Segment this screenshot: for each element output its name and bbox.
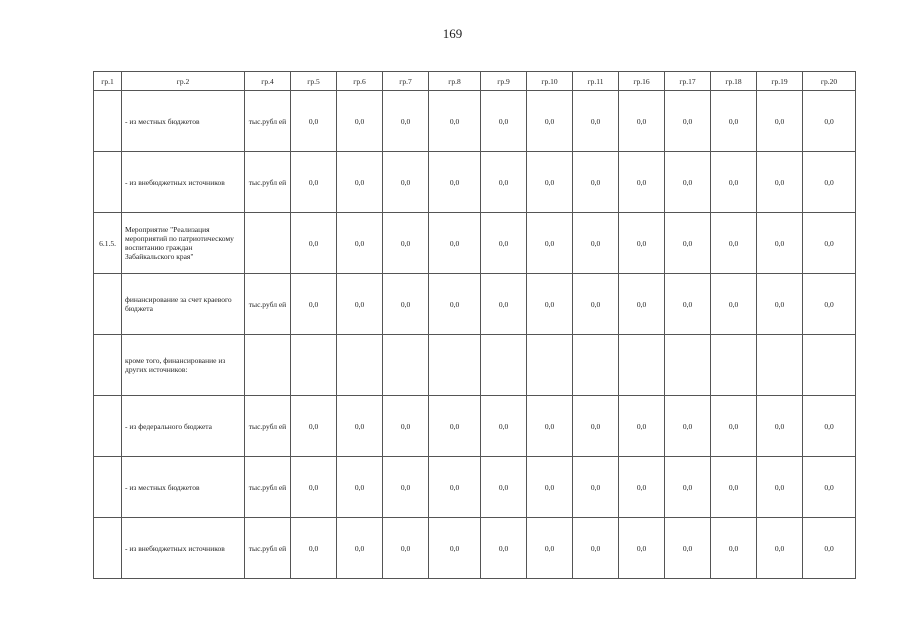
value-cell: 0,0 [619, 396, 665, 457]
value-cell: 0,0 [619, 518, 665, 579]
value-cell [665, 335, 711, 396]
column-header: гр.17 [665, 72, 711, 91]
table-body [94, 91, 856, 579]
row-name: Мероприятие "Реализация мероприятий по патриотическому воспитанию граждан Забайкальского края" [122, 213, 245, 274]
value-cell: 0,0 [527, 91, 573, 152]
column-header: гр.5 [291, 72, 337, 91]
budget-table [93, 71, 856, 579]
value-cell: 0,0 [291, 91, 337, 152]
value-cell: 0,0 [711, 396, 757, 457]
value-cell: 0,0 [337, 396, 383, 457]
value-cell: 0,0 [665, 518, 711, 579]
value-cell: 0,0 [757, 274, 803, 335]
value-cell: 0,0 [383, 274, 429, 335]
value-cell: 0,0 [573, 518, 619, 579]
value-cell: 0,0 [429, 396, 481, 457]
value-cell: 0,0 [619, 152, 665, 213]
row-name: кроме того, финансирование из других источников: [122, 335, 245, 396]
value-cell: 0,0 [481, 91, 527, 152]
value-cell: 0,0 [711, 518, 757, 579]
value-cell: 0,0 [429, 152, 481, 213]
column-header: гр.19 [757, 72, 803, 91]
value-cell [383, 335, 429, 396]
value-cell: 0,0 [429, 91, 481, 152]
header-row [94, 72, 856, 91]
value-cell: 0,0 [429, 274, 481, 335]
column-header: гр.10 [527, 72, 573, 91]
value-cell: 0,0 [429, 518, 481, 579]
value-cell: 0,0 [527, 457, 573, 518]
value-cell: 0,0 [429, 213, 481, 274]
value-cell: 0,0 [711, 213, 757, 274]
value-cell: 0,0 [757, 518, 803, 579]
value-cell: 0,0 [757, 213, 803, 274]
value-cell: 0,0 [757, 152, 803, 213]
value-cell: 0,0 [291, 396, 337, 457]
value-cell: 0,0 [383, 457, 429, 518]
value-cell: 0,0 [757, 457, 803, 518]
column-header: гр.2 [122, 72, 245, 91]
value-cell: 0,0 [803, 274, 856, 335]
row-name: - из местных бюджетов [122, 91, 245, 152]
row-unit: тыс.рубл ей [245, 396, 291, 457]
column-header: гр.20 [803, 72, 856, 91]
column-header: гр.9 [481, 72, 527, 91]
row-name: - из федерального бюджета [122, 396, 245, 457]
value-cell: 0,0 [291, 152, 337, 213]
row-name: - из внебюджетных источников [122, 518, 245, 579]
value-cell: 0,0 [803, 518, 856, 579]
value-cell: 0,0 [291, 274, 337, 335]
value-cell: 0,0 [619, 457, 665, 518]
value-cell: 0,0 [337, 91, 383, 152]
value-cell: 0,0 [665, 152, 711, 213]
value-cell: 0,0 [573, 457, 619, 518]
value-cell: 0,0 [429, 457, 481, 518]
value-cell: 0,0 [803, 152, 856, 213]
value-cell [573, 335, 619, 396]
value-cell: 0,0 [711, 91, 757, 152]
value-cell: 0,0 [481, 457, 527, 518]
value-cell: 0,0 [383, 152, 429, 213]
table-row [94, 518, 856, 579]
row-code [94, 518, 122, 579]
row-unit: тыс.рубл ей [245, 152, 291, 213]
row-unit [245, 335, 291, 396]
row-code [94, 396, 122, 457]
value-cell: 0,0 [711, 274, 757, 335]
value-cell [527, 335, 573, 396]
value-cell: 0,0 [803, 213, 856, 274]
value-cell: 0,0 [527, 152, 573, 213]
table-row [94, 274, 856, 335]
row-name: финансирование за счет краевого бюджета [122, 274, 245, 335]
value-cell: 0,0 [573, 91, 619, 152]
value-cell: 0,0 [757, 91, 803, 152]
value-cell [757, 335, 803, 396]
value-cell: 0,0 [573, 396, 619, 457]
value-cell: 0,0 [337, 152, 383, 213]
value-cell [481, 335, 527, 396]
value-cell: 0,0 [481, 396, 527, 457]
value-cell: 0,0 [573, 213, 619, 274]
value-cell: 0,0 [337, 518, 383, 579]
value-cell: 0,0 [527, 274, 573, 335]
row-code [94, 335, 122, 396]
value-cell: 0,0 [665, 213, 711, 274]
value-cell [619, 335, 665, 396]
row-unit: тыс.рубл ей [245, 457, 291, 518]
value-cell: 0,0 [711, 152, 757, 213]
value-cell: 0,0 [383, 518, 429, 579]
value-cell [711, 335, 757, 396]
column-header: гр.6 [337, 72, 383, 91]
value-cell [337, 335, 383, 396]
value-cell: 0,0 [337, 457, 383, 518]
value-cell: 0,0 [481, 274, 527, 335]
row-unit: тыс.рубл ей [245, 274, 291, 335]
value-cell: 0,0 [803, 91, 856, 152]
value-cell: 0,0 [803, 457, 856, 518]
column-header: гр.1 [94, 72, 122, 91]
row-unit: тыс.рубл ей [245, 518, 291, 579]
table-row [94, 457, 856, 518]
table-row [94, 152, 856, 213]
value-cell: 0,0 [291, 457, 337, 518]
row-unit: тыс.рубл ей [245, 91, 291, 152]
column-header: гр.4 [245, 72, 291, 91]
page-number: 169 [442, 26, 463, 41]
value-cell: 0,0 [665, 91, 711, 152]
table-row [94, 396, 856, 457]
column-header: гр.8 [429, 72, 481, 91]
row-code [94, 91, 122, 152]
value-cell: 0,0 [481, 152, 527, 213]
value-cell: 0,0 [573, 152, 619, 213]
value-cell: 0,0 [803, 396, 856, 457]
value-cell: 0,0 [665, 457, 711, 518]
row-unit [245, 213, 291, 274]
value-cell: 0,0 [619, 274, 665, 335]
value-cell: 0,0 [337, 213, 383, 274]
value-cell: 0,0 [383, 213, 429, 274]
column-header: гр.7 [383, 72, 429, 91]
value-cell [291, 335, 337, 396]
value-cell: 0,0 [291, 518, 337, 579]
value-cell: 0,0 [757, 396, 803, 457]
table-row [94, 213, 856, 274]
value-cell: 0,0 [383, 396, 429, 457]
value-cell: 0,0 [619, 213, 665, 274]
value-cell: 0,0 [481, 518, 527, 579]
row-code [94, 274, 122, 335]
value-cell: 0,0 [481, 213, 527, 274]
column-header: гр.16 [619, 72, 665, 91]
row-code [94, 152, 122, 213]
row-code: 6.1.5. [94, 213, 122, 274]
value-cell: 0,0 [665, 274, 711, 335]
value-cell: 0,0 [619, 91, 665, 152]
value-cell: 0,0 [527, 213, 573, 274]
value-cell: 0,0 [291, 213, 337, 274]
value-cell [803, 335, 856, 396]
value-cell: 0,0 [573, 274, 619, 335]
table-row [94, 91, 856, 152]
value-cell: 0,0 [711, 457, 757, 518]
value-cell [429, 335, 481, 396]
value-cell: 0,0 [527, 518, 573, 579]
column-header: гр.18 [711, 72, 757, 91]
value-cell: 0,0 [527, 396, 573, 457]
column-header: гр.11 [573, 72, 619, 91]
row-code [94, 457, 122, 518]
value-cell: 0,0 [383, 91, 429, 152]
row-name: - из внебюджетных источников [122, 152, 245, 213]
value-cell: 0,0 [665, 396, 711, 457]
row-name: - из местных бюджетов [122, 457, 245, 518]
value-cell: 0,0 [337, 274, 383, 335]
table-row [94, 335, 856, 396]
